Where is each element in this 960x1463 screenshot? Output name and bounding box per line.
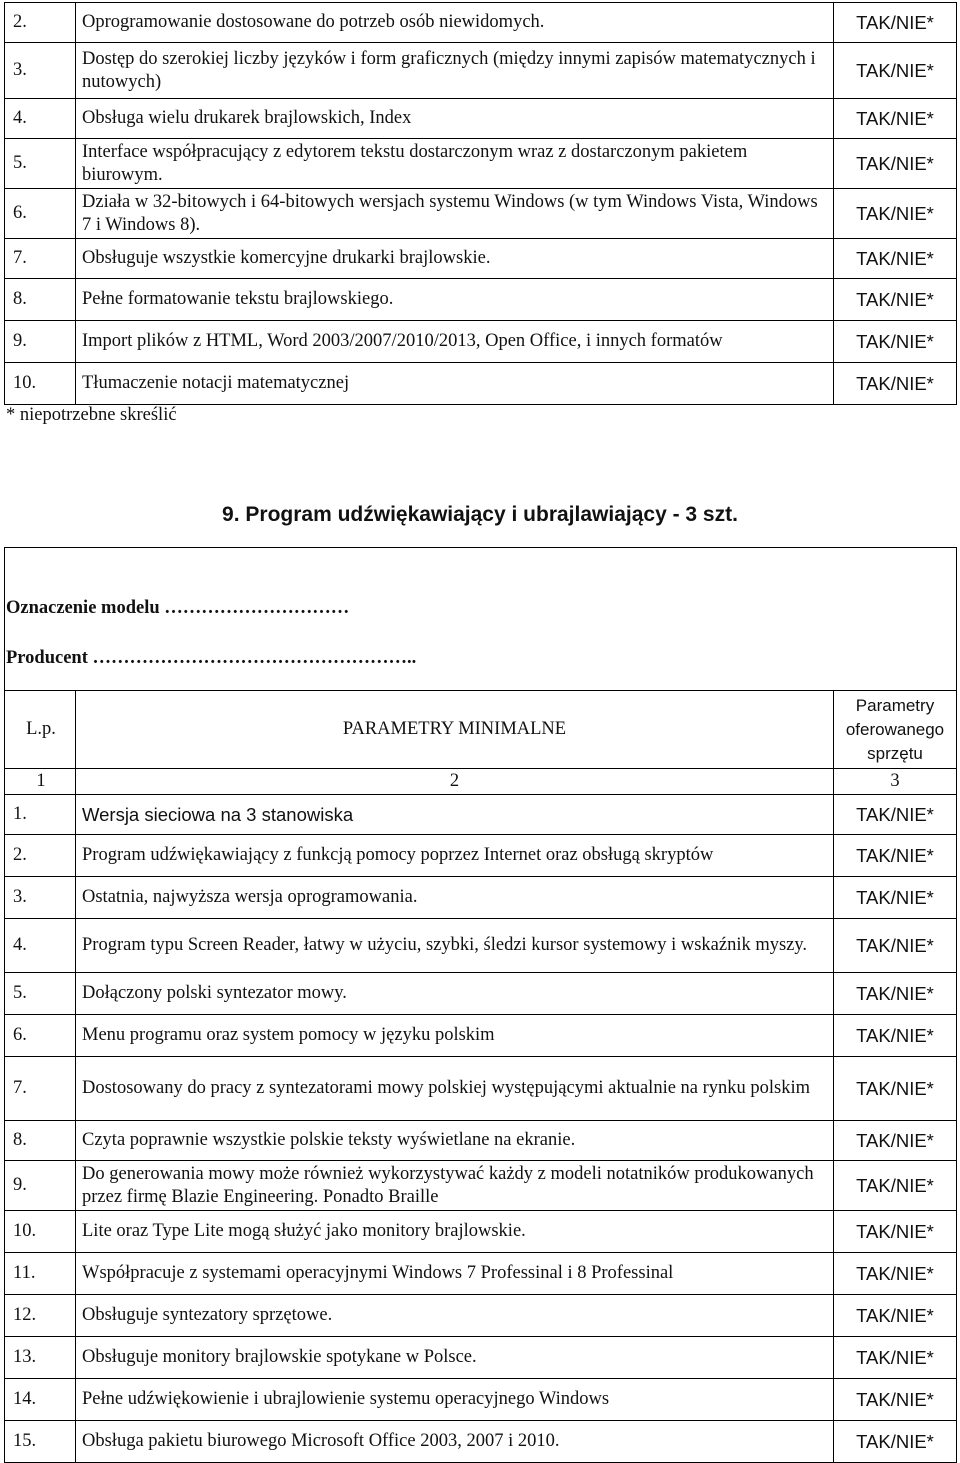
row-option: TAK/NIE* xyxy=(834,795,957,835)
row-option: TAK/NIE* xyxy=(834,1337,957,1379)
column-number-row xyxy=(5,769,957,795)
requirements-table-continued xyxy=(4,2,957,405)
row-number: 10. xyxy=(5,1211,76,1253)
row-option: TAK/NIE* xyxy=(834,3,957,43)
table-row xyxy=(5,1015,957,1057)
row-number: 7. xyxy=(5,1057,76,1121)
row-option: TAK/NIE* xyxy=(834,279,957,321)
table-row xyxy=(5,1253,957,1295)
row-number: 8. xyxy=(5,279,76,321)
row-number: 13. xyxy=(5,1337,76,1379)
row-text: Działa w 32-bitowych i 64-bitowych wersjach systemu Windows (w tym Windows Vista, Windows 7 i Windows 8). xyxy=(76,189,834,239)
row-number: 2. xyxy=(5,3,76,43)
table-row xyxy=(5,835,957,877)
row-text: Czyta poprawnie wszystkie polskie teksty wyświetlane na ekranie. xyxy=(76,1121,834,1161)
row-text: Lite oraz Type Lite mogą służyć jako monitory brajlowskie. xyxy=(76,1211,834,1253)
table-row xyxy=(5,3,957,43)
table-row xyxy=(5,239,957,279)
row-number: 12. xyxy=(5,1295,76,1337)
model-info-box xyxy=(4,547,957,691)
header-offered: Parametry oferowanego sprzętu xyxy=(834,691,957,769)
row-number: 9. xyxy=(5,321,76,363)
model-label: Oznaczenie modelu ………………………… xyxy=(6,598,350,618)
row-option: TAK/NIE* xyxy=(834,973,957,1015)
row-text: Interface współpracujący z edytorem tekstu dostarczonym wraz z dostarczonym pakietem biurowym. xyxy=(76,139,834,189)
row-number: 6. xyxy=(5,189,76,239)
row-option: TAK/NIE* xyxy=(834,321,957,363)
row-text: Obsługuje monitory brajlowskie spotykane w Polsce. xyxy=(76,1337,834,1379)
row-option: TAK/NIE* xyxy=(834,835,957,877)
row-option: TAK/NIE* xyxy=(834,919,957,973)
table-row xyxy=(5,1211,957,1253)
row-number: 7. xyxy=(5,239,76,279)
row-text: Do generowania mowy może również wykorzystywać każdy z modeli notatników produkowanych przez firmę Blazie Engineering. Ponadto Braille xyxy=(76,1161,834,1211)
table-row xyxy=(5,43,957,99)
header-params: PARAMETRY MINIMALNE xyxy=(76,691,834,769)
producer-label: Producent …………………………………………….. xyxy=(6,648,417,668)
row-number: 1. xyxy=(5,795,76,835)
row-text: Dołączony polski syntezator mowy. xyxy=(76,973,834,1015)
row-text: Import plików z HTML, Word 2003/2007/2010/2013, Open Office, i innych formatów xyxy=(76,321,834,363)
row-option: TAK/NIE* xyxy=(834,1379,957,1421)
row-option: TAK/NIE* xyxy=(834,139,957,189)
row-option: TAK/NIE* xyxy=(834,1421,957,1463)
table-row xyxy=(5,1161,957,1211)
row-number: 6. xyxy=(5,1015,76,1057)
row-text: Współpracuje z systemami operacyjnymi Windows 7 Professinal i 8 Professinal xyxy=(76,1253,834,1295)
row-option: TAK/NIE* xyxy=(834,1121,957,1161)
row-text: Obsługa wielu drukarek brajlowskich, Index xyxy=(76,99,834,139)
table-row xyxy=(5,99,957,139)
row-option: TAK/NIE* xyxy=(834,1161,957,1211)
row-text: Obsługuje syntezatory sprzętowe. xyxy=(76,1295,834,1337)
row-option: TAK/NIE* xyxy=(834,189,957,239)
header-lp: L.p. xyxy=(5,691,76,769)
row-number: 3. xyxy=(5,877,76,919)
table-row xyxy=(5,139,957,189)
row-number: 10. xyxy=(5,363,76,405)
table-row xyxy=(5,1057,957,1121)
row-text: Dostosowany do pracy z syntezatorami mowy polskiej występującymi aktualnie na rynku polskim xyxy=(76,1057,834,1121)
row-number: 5. xyxy=(5,139,76,189)
row-number: 2. xyxy=(5,835,76,877)
col-number-1: 1 xyxy=(5,769,76,795)
row-text: Tłumaczenie notacji matematycznej xyxy=(76,363,834,405)
row-text: Obsługuje wszystkie komercyjne drukarki brajlowskie. xyxy=(76,239,834,279)
table-row xyxy=(5,279,957,321)
row-option: TAK/NIE* xyxy=(834,1295,957,1337)
row-number: 14. xyxy=(5,1379,76,1421)
row-option: TAK/NIE* xyxy=(834,877,957,919)
table-row xyxy=(5,1121,957,1161)
table-row xyxy=(5,919,957,973)
row-text: Menu programu oraz system pomocy w języku polskim xyxy=(76,1015,834,1057)
row-option: TAK/NIE* xyxy=(834,1057,957,1121)
table-row xyxy=(5,795,957,835)
row-text: Program udźwiękawiający z funkcją pomocy poprzez Internet oraz obsługą skryptów xyxy=(76,835,834,877)
row-text: Obsługa pakietu biurowego Microsoft Office 2003, 2007 i 2010. xyxy=(76,1421,834,1463)
row-number: 15. xyxy=(5,1421,76,1463)
row-text: Dostęp do szerokiej liczby języków i form graficznych (między innymi zapisów matematycznych i nutowych) xyxy=(76,43,834,99)
row-option: TAK/NIE* xyxy=(834,363,957,405)
row-text: Pełne udźwiękowienie i ubrajlowienie systemu operacyjnego Windows xyxy=(76,1379,834,1421)
row-option: TAK/NIE* xyxy=(834,1253,957,1295)
table-row xyxy=(5,1337,957,1379)
row-number: 4. xyxy=(5,99,76,139)
row-option: TAK/NIE* xyxy=(834,239,957,279)
table-row xyxy=(5,363,957,405)
row-option: TAK/NIE* xyxy=(834,1211,957,1253)
table-row xyxy=(5,973,957,1015)
row-option: TAK/NIE* xyxy=(834,99,957,139)
section-title: 9. Program udźwiękawiający i ubrajlawiający - 3 szt. xyxy=(222,503,738,526)
row-number: 3. xyxy=(5,43,76,99)
table-row xyxy=(5,877,957,919)
table-row xyxy=(5,321,957,363)
row-text: Wersja sieciowa na 3 stanowiska xyxy=(76,795,834,835)
requirements-table xyxy=(4,690,957,1463)
row-number: 9. xyxy=(5,1161,76,1211)
row-number: 11. xyxy=(5,1253,76,1295)
table-row xyxy=(5,1421,957,1463)
table-row xyxy=(5,189,957,239)
row-text: Ostatnia, najwyższa wersja oprogramowania. xyxy=(76,877,834,919)
row-text: Pełne formatowanie tekstu brajlowskiego. xyxy=(76,279,834,321)
row-option: TAK/NIE* xyxy=(834,1015,957,1057)
table-header-row xyxy=(5,691,957,769)
row-text: Program typu Screen Reader, łatwy w użyciu, szybki, śledzi kursor systemowy i wskaźnik myszy. xyxy=(76,919,834,973)
col-number-3: 3 xyxy=(834,769,957,795)
col-number-2: 2 xyxy=(76,769,834,795)
footnote: * niepotrzebne skreślić xyxy=(6,405,177,425)
row-number: 5. xyxy=(5,973,76,1015)
row-option: TAK/NIE* xyxy=(834,43,957,99)
table-row xyxy=(5,1295,957,1337)
row-number: 4. xyxy=(5,919,76,973)
table-row xyxy=(5,1379,957,1421)
row-text: Oprogramowanie dostosowane do potrzeb osób niewidomych. xyxy=(76,3,834,43)
row-number: 8. xyxy=(5,1121,76,1161)
